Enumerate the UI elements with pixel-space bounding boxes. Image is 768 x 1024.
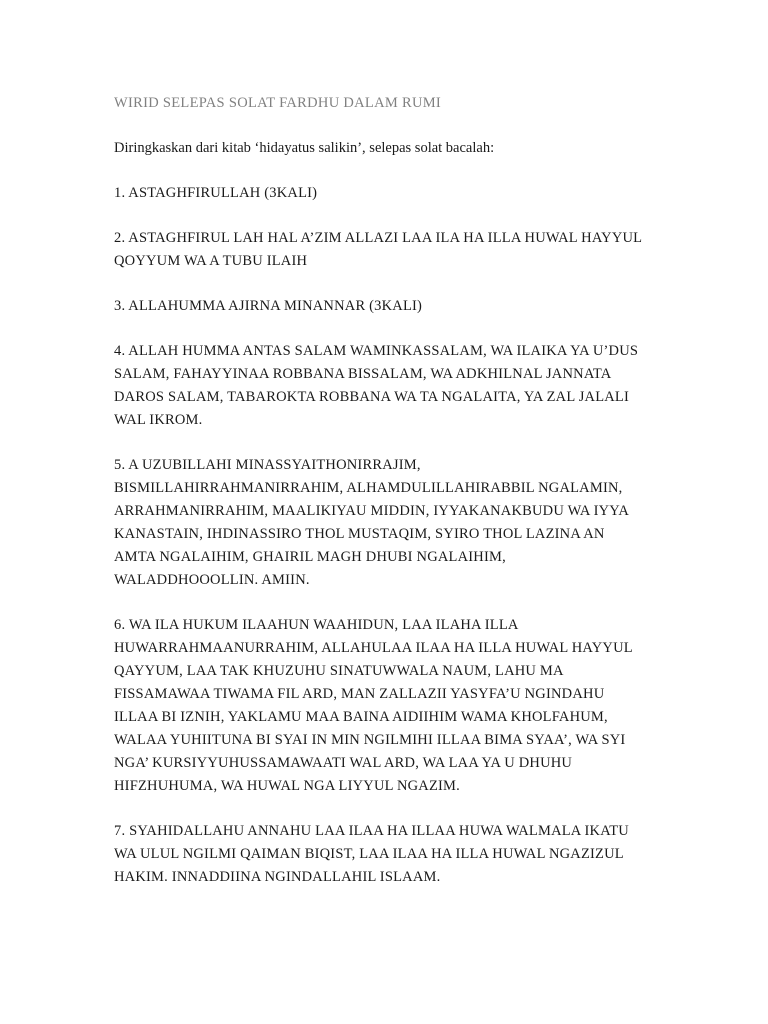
wirid-line: HAKIM. INNADDIINA NGINDALLAHIL ISLAAM. xyxy=(114,869,441,885)
document-intro: Diringkaskan dari kitab ‘hidayatus salikin’, selepas solat bacalah: xyxy=(114,140,495,156)
wirid-line: HIFZHUHUMA, WA HUWAL NGA LIYYUL NGAZIM. xyxy=(114,778,460,794)
wirid-line: DAROS SALAM, TABAROKTA ROBBANA WA TA NGALAITA, YA ZAL JALALI xyxy=(114,389,630,405)
wirid-line: AMTA NGALAIHIM, GHAIRIL MAGH DHUBI NGALAIHIM, xyxy=(114,549,506,565)
wirid-line: 1. ASTAGHFIRULLAH (3KALI) xyxy=(114,185,318,201)
wirid-line: QOYYUM WA A TUBU ILAIH xyxy=(114,253,308,269)
wirid-line: ARRAHMANIRRAHIM, MAALIKIYAU MIDDIN, IYYAKANAKBUDU WA IYYA xyxy=(114,503,629,519)
wirid-line: WALAA YUHIITUNA BI SYAI IN MIN NGILMIHI ILLAA BIMA SYAA’, WA SYI xyxy=(114,732,626,748)
wirid-item xyxy=(114,295,659,318)
wirid-line: 3. ALLAHUMMA AJIRNA MINANNAR (3KALI) xyxy=(114,298,423,314)
wirid-item xyxy=(114,182,659,205)
wirid-line: KANASTAIN, IHDINASSIRO THOL MUSTAQIM, SYIRO THOL LAZINA AN xyxy=(114,526,605,542)
wirid-line: 4. ALLAH HUMMA ANTAS SALAM WAMINKASSALAM, WA ILAIKA YA U’DUS xyxy=(114,343,639,359)
wirid-line: ILLAA BI IZNIH, YAKLAMU MAA BAINA AIDIIHIM WAMA KHOLFAHUM, xyxy=(114,709,608,725)
wirid-line: 5. A UZUBILLAHI MINASSYAITHONIRRAJIM, xyxy=(114,457,421,473)
wirid-line: 6. WA ILA HUKUM ILAAHUN WAAHIDUN, LAA ILAHA ILLA xyxy=(114,617,519,633)
wirid-line: FISSAMAWAA TIWAMA FIL ARD, MAN ZALLAZII YASYFA’U NGINDAHU xyxy=(114,686,605,702)
wirid-line: QAYYUM, LAA TAK KHUZUHU SINATUWWALA NAUM, LAHU MA xyxy=(114,663,564,679)
wirid-item xyxy=(114,454,659,592)
wirid-line: BISMILLAHIRRAHMANIRRAHIM, ALHAMDULILLAHIRABBIL NGALAMIN, xyxy=(114,480,623,496)
wirid-line: WAL IKROM. xyxy=(114,412,203,428)
document-title: WIRID SELEPAS SOLAT FARDHU DALAM RUMI xyxy=(114,95,442,111)
wirid-item xyxy=(114,820,659,889)
wirid-line: SALAM, FAHAYYINAA ROBBANA BISSALAM, WA ADKHILNAL JANNATA xyxy=(114,366,612,382)
wirid-item xyxy=(114,614,659,798)
wirid-line: 2. ASTAGHFIRUL LAH HAL A’ZIM ALLAZI LAA ILA HA ILLA HUWAL HAYYUL xyxy=(114,230,643,246)
wirid-item xyxy=(114,340,659,432)
wirid-item xyxy=(114,227,659,273)
wirid-line: HUWARRAHMAANURRAHIM, ALLAHULAA ILAA HA ILLA HUWAL HAYYUL xyxy=(114,640,633,656)
wirid-list xyxy=(114,182,659,889)
wirid-line: 7. SYAHIDALLAHU ANNAHU LAA ILAA HA ILLAA HUWA WALMALA IKATU xyxy=(114,823,629,839)
wirid-line: WALADDHOOOLLIN. AMIIN. xyxy=(114,572,310,588)
wirid-line: WA ULUL NGILMI QAIMAN BIQIST, LAA ILAA HA ILLA HUWAL NGAZIZUL xyxy=(114,846,624,862)
document-page xyxy=(114,92,659,889)
wirid-line: NGA’ KURSIYYUHUSSAMAWAATI WAL ARD, WA LAA YA U DHUHU xyxy=(114,755,573,771)
